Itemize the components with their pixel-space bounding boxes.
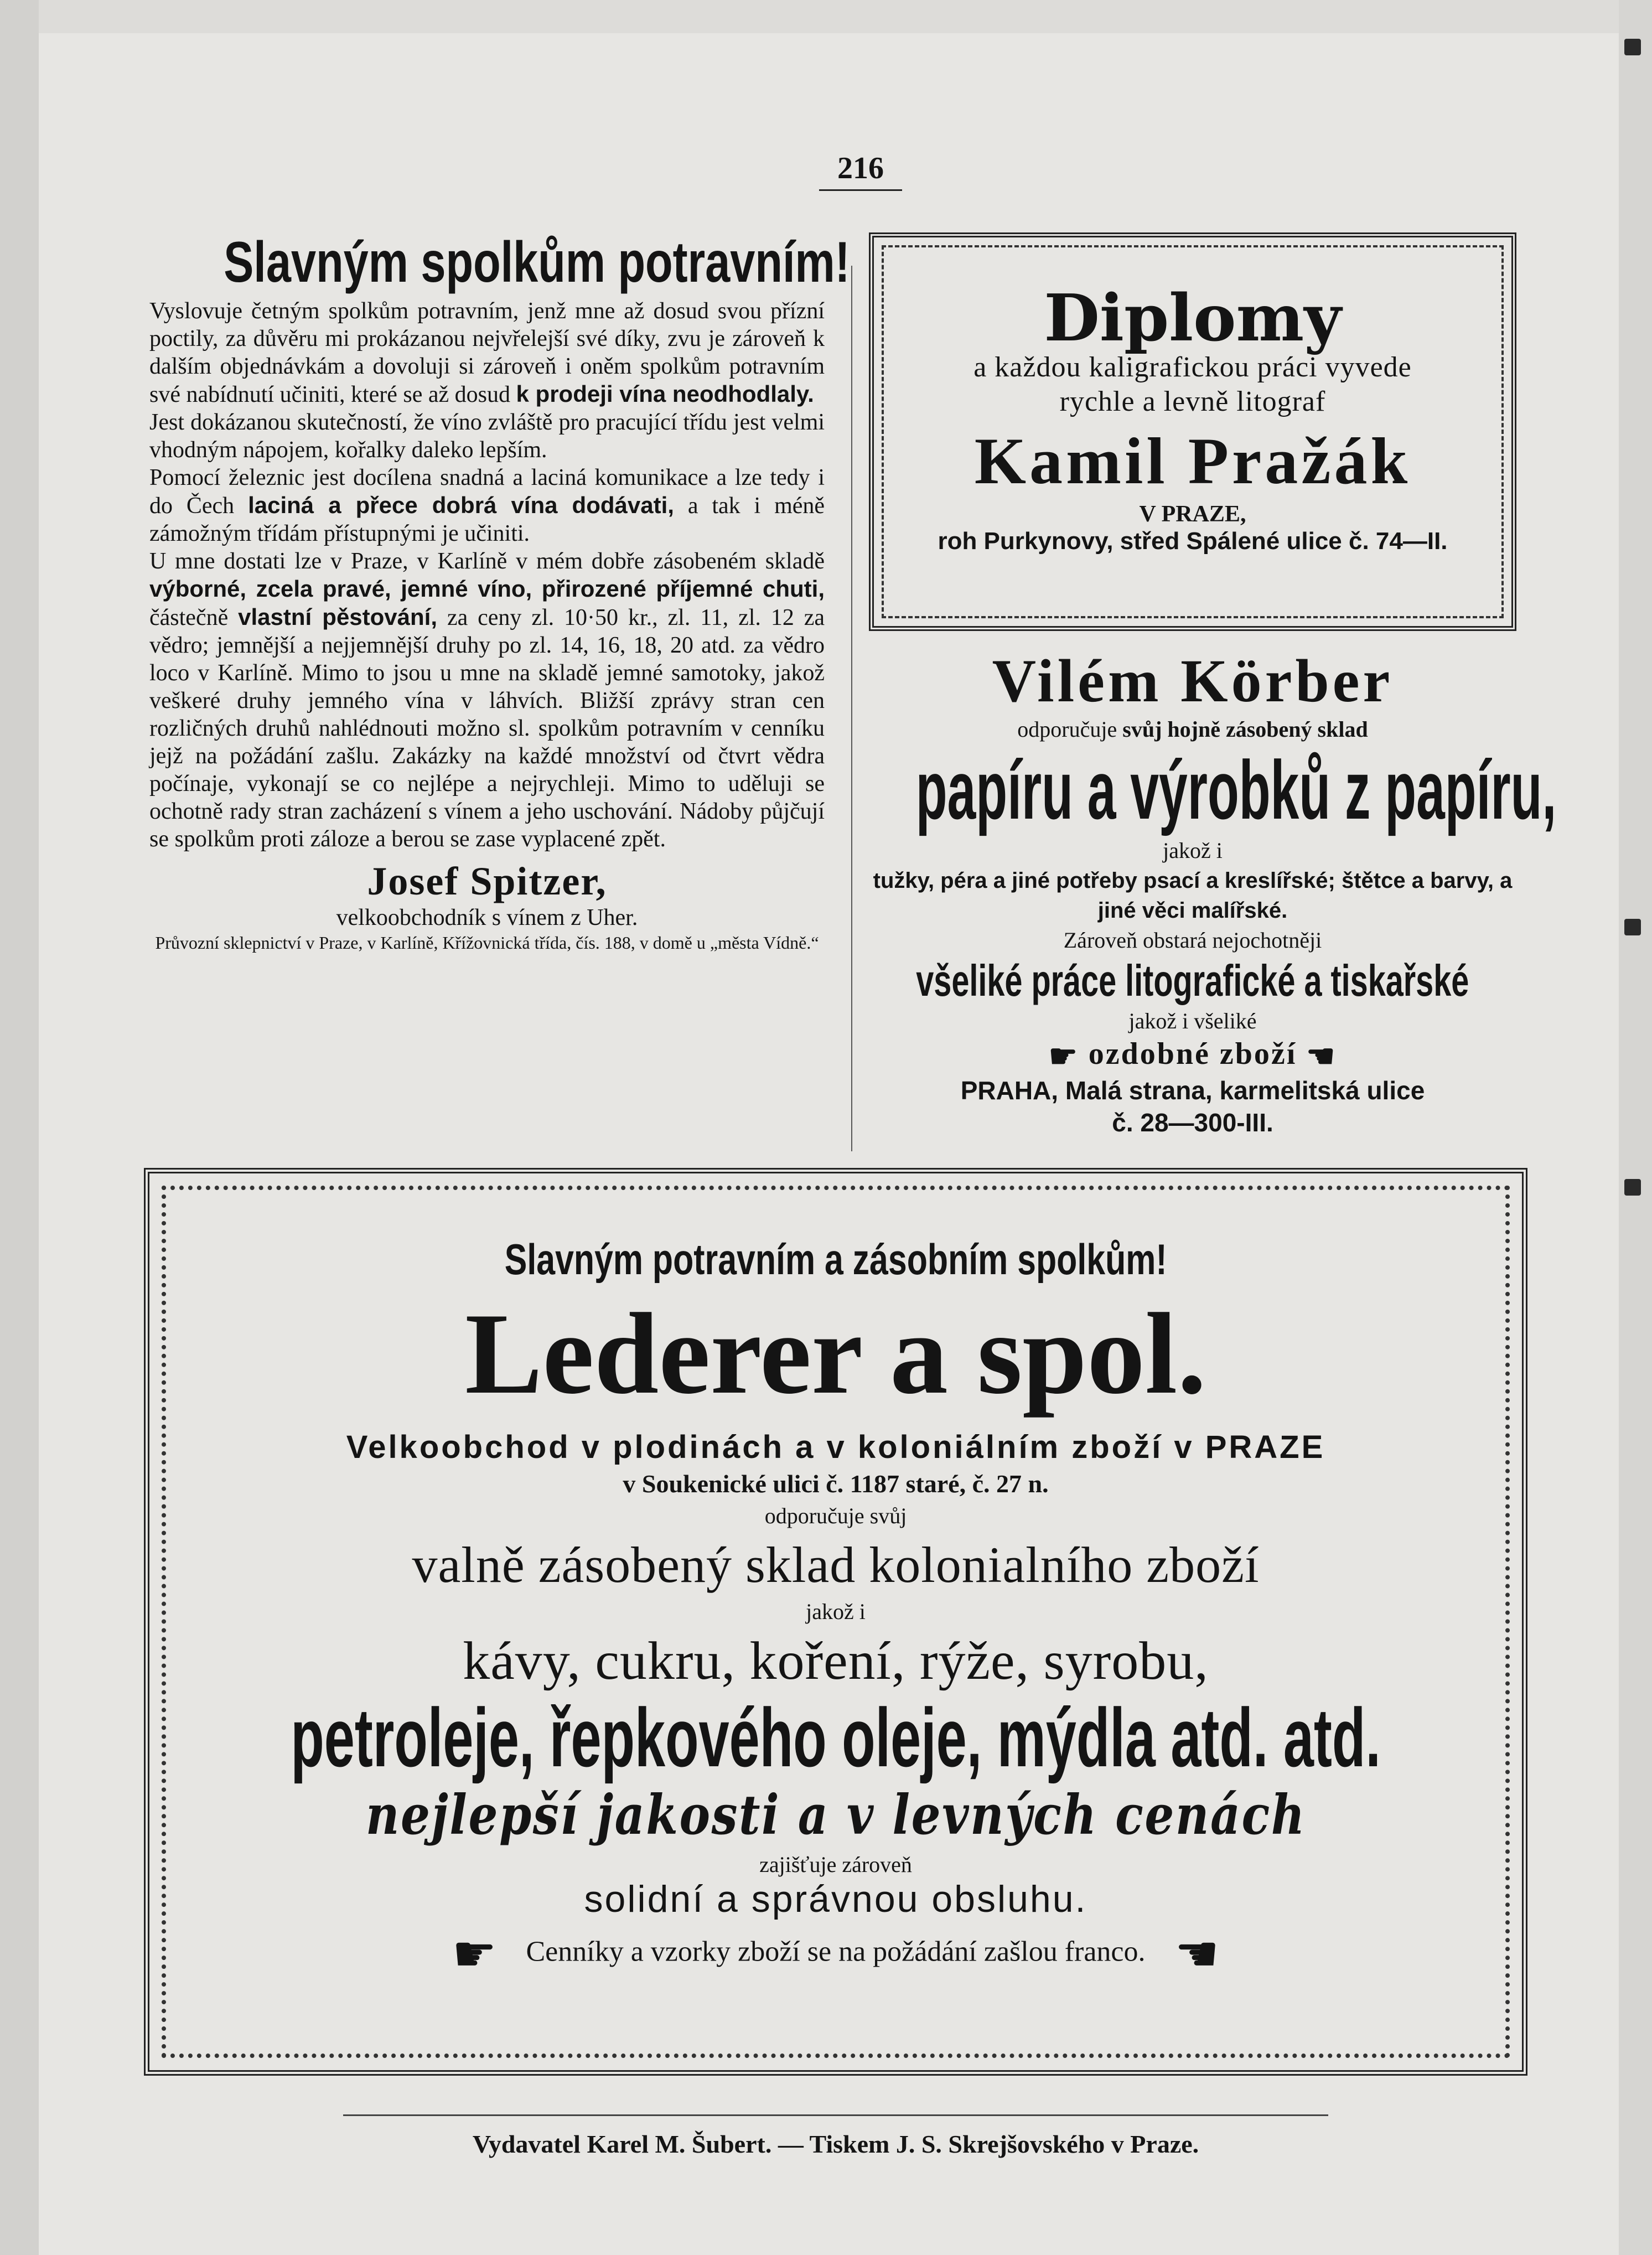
- lederer-price-line: [166, 1925, 1505, 1983]
- spitzer-text: částečně: [149, 605, 229, 631]
- diplomy-city: V PRAZE,: [1139, 501, 1246, 527]
- korber-line: jakož i: [1163, 838, 1223, 863]
- spitzer-signature: Josef Spitzer,: [367, 859, 607, 904]
- diplomy-address: roh Purkynovy, střed Spálené ulice č. 74—II.: [938, 527, 1448, 555]
- diplomy-line: a každou kaligrafickou práci vyvede: [973, 351, 1412, 383]
- spitzer-emphasis: vlastní pěstování,: [238, 604, 438, 630]
- page-number: 216: [819, 151, 902, 191]
- lederer-ensures: zajišťuje zároveň: [759, 1852, 912, 1877]
- publisher-footer: Vydavatel Karel M. Šubert. — Tiskem J. S. Skrejšovského v Praze.: [343, 2114, 1328, 2159]
- spitzer-title: velkoobchodník s vínem z Uher.: [336, 905, 638, 931]
- spitzer-paragraph: [149, 408, 825, 464]
- spitzer-paragraph: [149, 547, 825, 853]
- lederer-recommends: odporučuje svůj: [764, 1503, 907, 1528]
- pointing-hand-right-icon: ☛: [452, 1927, 497, 1982]
- binding-hole: [1624, 919, 1641, 935]
- spitzer-ad: [149, 230, 850, 954]
- korber-address: PRAHA, Malá strana, karmelitská ulice: [960, 1076, 1425, 1105]
- diplomy-frame: [882, 245, 1504, 618]
- spitzer-text: za ceny zl. 10·50 kr., zl. 11, zl. 12 za vědro; jemnější a nejjemnější druhy po zl. 14, 16, 18, 20 atd. za vědro loco v Karlíně. Mimo to jsou u mne na skladě jemné samotoky, jakož veškeré druhy jemného vína v láhvích. Bližší zprávy stran cen rozličných druhů nahlédnouti možno sl. spolkům potravním v cenníku jejž na požádání zašlu. Zakázky na každé množství od čtvrt vědra počínaje, vykonají se co nejlépe a nejrychleji. Mimo to uděluji se ochotně rady stran zacházení s vínem a jeho uschování. Nádoby půjčují se spolkům proti záloze a berou se zase vyplacené zpět.: [149, 605, 825, 852]
- korber-text: odporučuje: [1017, 717, 1117, 742]
- spitzer-address: Průvozní sklepnictví v Praze, v Karlíně, Křížovnická třída, čís. 188, v domě u „města Vídně.“: [155, 933, 819, 953]
- lederer-firm: Lederer a spol.: [465, 1290, 1206, 1418]
- page-edge: [0, 0, 1652, 33]
- spitzer-text: Pomocí železnic jest docílena snadná a laciná komunikace a lze tedy i do Čech: [149, 465, 825, 519]
- spitzer-text: Vyslovuje četným spolkům potravním, jenž mne až dosud svou přízní poctily, za důvěru mi prokázanou nejvřelejší své díky, zvu je zároveň k dalším objednávkám a dovoluji si zároveň i oněm spolkům potravním své nabídnutí učiniti, které se až dosud: [149, 298, 825, 408]
- page-edge: [1619, 0, 1652, 2255]
- korber-ornate-line: [863, 1036, 1522, 1074]
- lederer-trade: Velkoobchod v plodinách a v koloniálním zboží v PRAZE: [346, 1429, 1325, 1465]
- korber-emphasis: svůj hojně zásobený sklad: [1122, 717, 1368, 742]
- korber-work: všeliké práce litografické a tiskařské: [916, 956, 1469, 1005]
- spitzer-text: a tak i méně zámožným třídám přístupnými je učiniti.: [149, 493, 825, 547]
- spitzer-emphasis: laciná a přece dobrá vína dodávati,: [248, 492, 674, 519]
- spitzer-paragraph: [149, 297, 825, 408]
- diplomy-line: rychle a levně litograf: [1059, 386, 1326, 417]
- diplomy-name: Kamil Pražák: [974, 424, 1411, 498]
- korber-line: [863, 715, 1522, 744]
- lederer-quality: nejlepší jakosti a v levných cenách: [365, 1783, 1306, 1847]
- binding-hole: [1624, 1179, 1641, 1196]
- korber-headline: papíru a výrobků z papíru,: [915, 743, 1557, 836]
- lederer-price-lists: Cenníky a vzorky zboží se na požádání zašlou franco.: [526, 1936, 1146, 1968]
- korber-line: jakož i všeliké: [1128, 1008, 1257, 1033]
- korber-ornate: ozdobné zboží: [1088, 1037, 1297, 1071]
- spitzer-text: U mne dostati lze v Praze, v Karlíně v mém dobře zásobeném skladě: [149, 549, 825, 575]
- lederer-stock: valně zásobený sklad kolonialního zboží: [412, 1537, 1260, 1593]
- spitzer-emphasis: výborné, zcela pravé, jemné víno, přirozené příjemné chuti,: [149, 576, 825, 602]
- lederer-goods-bold: petroleje, řepkového oleje, mýdla atd. atd.: [291, 1691, 1381, 1784]
- lederer-service: solidní a správnou obsluhu.: [584, 1878, 1087, 1920]
- column-divider: [851, 266, 852, 1151]
- spitzer-paragraph: [149, 464, 825, 547]
- lederer-heading: Slavným potravním a zásobním spolkům!: [504, 1235, 1167, 1284]
- korber-ad: [863, 647, 1557, 1139]
- lederer-as-well: jakož i: [806, 1599, 866, 1624]
- spitzer-text: Jest dokázanou skutečností, že víno zvláště pro pracující třídu jest velmi vhodným nápojem, kořalky daleko lepším.: [149, 410, 825, 463]
- korber-items: tužky, péra a jiné potřeby psací a kreslířské; štětce a barvy, a jiné věci malířské.: [873, 868, 1513, 923]
- pointing-hand-right-icon: ☛: [1048, 1038, 1079, 1075]
- korber-line: Zároveň obstará nejochotněji: [1063, 928, 1322, 953]
- spitzer-emphasis: k prodeji vína neodhodlaly.: [516, 381, 814, 407]
- korber-address: č. 28—300-III.: [1112, 1108, 1273, 1137]
- lederer-frame: [162, 1186, 1510, 2058]
- lederer-ad: [144, 1168, 1527, 2076]
- korber-name: Vilém Körber: [992, 647, 1394, 715]
- page-edge: [0, 0, 39, 2255]
- lederer-goods: kávy, cukru, koření, rýže, syrobu,: [463, 1631, 1209, 1691]
- pointing-hand-left-icon: ☚: [1174, 1927, 1220, 1982]
- binding-hole: [1624, 39, 1641, 55]
- spitzer-heading: Slavným spolkům potravním!: [224, 230, 850, 294]
- diplomy-ad: [869, 232, 1516, 631]
- lederer-address: v Soukenické ulici č. 1187 staré, č. 27 n.: [623, 1470, 1049, 1498]
- diplomy-title: Diplomy: [1044, 281, 1342, 356]
- pointing-hand-left-icon: ☚: [1306, 1038, 1337, 1075]
